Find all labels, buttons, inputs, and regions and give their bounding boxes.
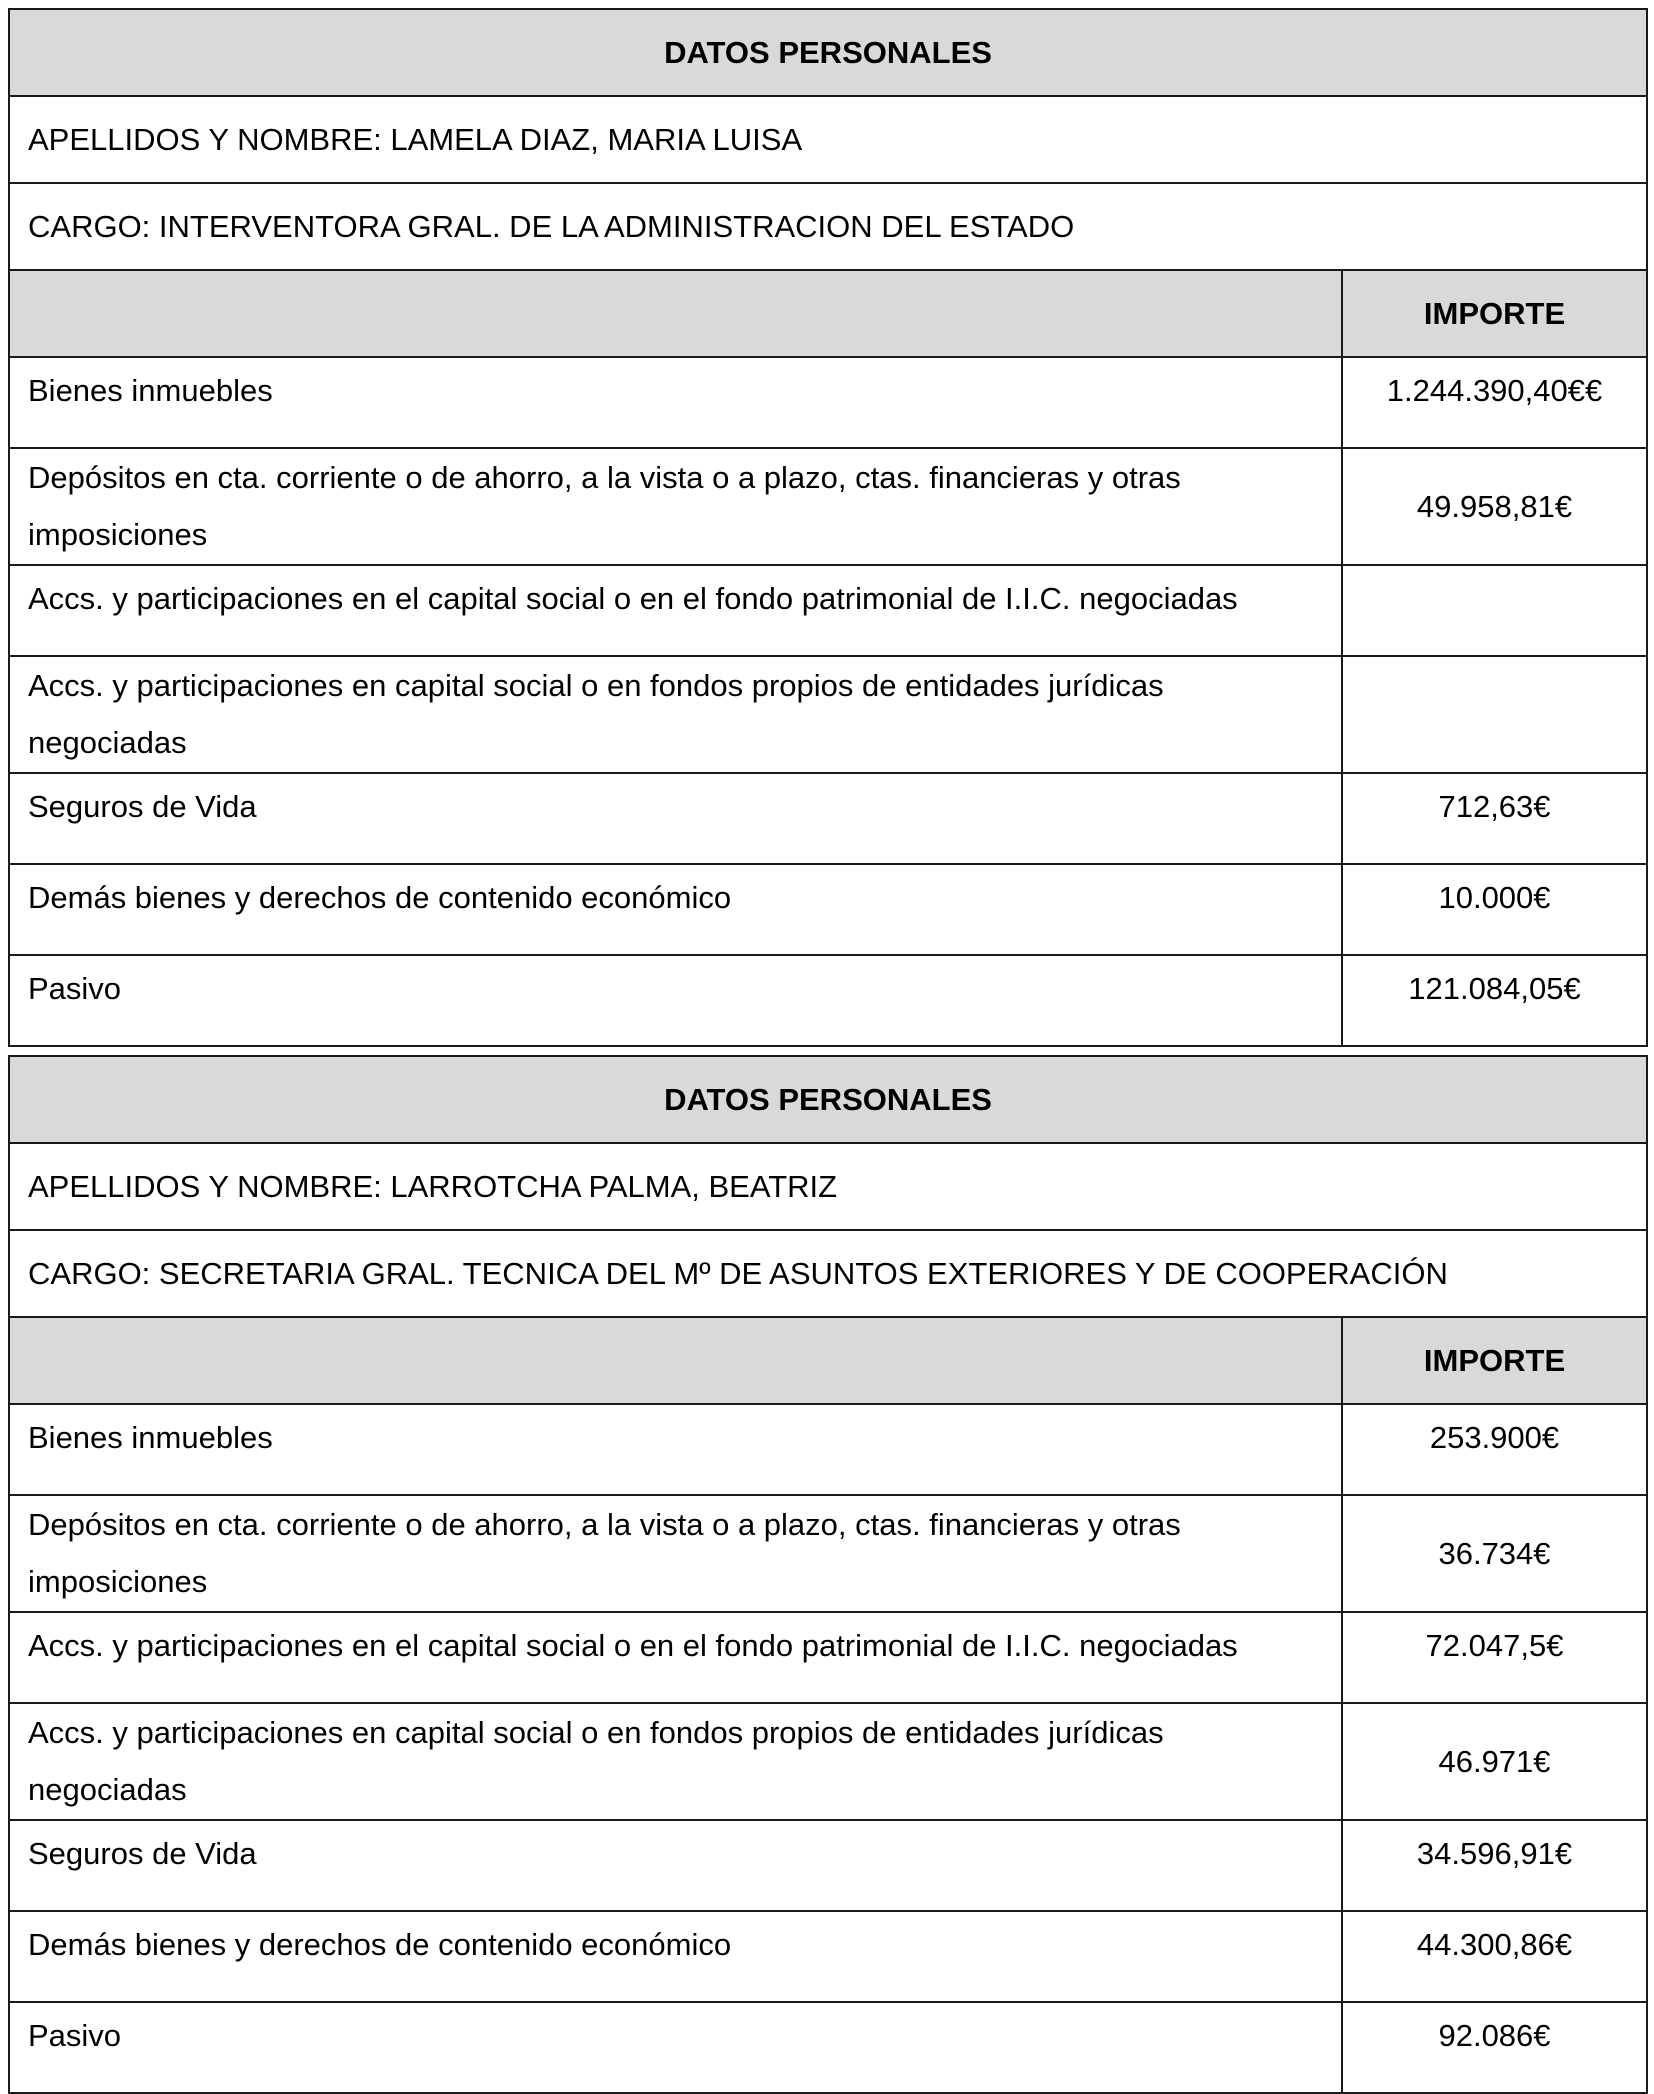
cargo-line: CARGO: INTERVENTORA GRAL. DE LA ADMINISTRACION DEL ESTADO [9, 183, 1647, 270]
blank-header-cell [9, 270, 1342, 357]
row-label: Depósitos en cta. corriente o de ahorro, a la vista o a plazo, ctas. financieras y otras imposiciones [9, 1495, 1342, 1612]
row-label: Bienes inmuebles [9, 1404, 1342, 1495]
row-amount: 34.596,91€ [1342, 1820, 1647, 1911]
row-label: Depósitos en cta. corriente o de ahorro, a la vista o a plazo, ctas. financieras y otras imposiciones [9, 448, 1342, 565]
table-row [9, 1612, 1647, 1703]
asset-declaration-table-1 [8, 8, 1648, 1047]
row-amount: 92.086€ [1342, 2002, 1647, 2093]
amount-column-header: IMPORTE [1342, 1317, 1647, 1404]
amount-column-header: IMPORTE [1342, 270, 1647, 357]
row-amount: 10.000€ [1342, 864, 1647, 955]
row-amount: 46.971€ [1342, 1703, 1647, 1820]
row-label: Bienes inmuebles [9, 357, 1342, 448]
table-row [9, 773, 1647, 864]
table-row [9, 2002, 1647, 2093]
row-amount: 1.244.390,40€€ [1342, 357, 1647, 448]
table-row [9, 565, 1647, 656]
row-label: Seguros de Vida [9, 1820, 1342, 1911]
table-row [9, 656, 1647, 773]
row-amount: 121.084,05€ [1342, 955, 1647, 1046]
row-amount: 36.734€ [1342, 1495, 1647, 1612]
name-line: APELLIDOS Y NOMBRE: LAMELA DIAZ, MARIA LUISA [9, 96, 1647, 183]
row-label: Pasivo [9, 2002, 1342, 2093]
section-header: DATOS PERSONALES [9, 1056, 1647, 1143]
table-row [9, 955, 1647, 1046]
row-label: Accs. y participaciones en capital social o en fondos propios de entidades jurídicas negociadas [9, 1703, 1342, 1820]
table-row [9, 1911, 1647, 2002]
row-label: Demás bienes y derechos de contenido económico [9, 864, 1342, 955]
table-row [9, 448, 1647, 565]
row-label: Seguros de Vida [9, 773, 1342, 864]
name-line: APELLIDOS Y NOMBRE: LARROTCHA PALMA, BEATRIZ [9, 1143, 1647, 1230]
row-label: Demás bienes y derechos de contenido económico [9, 1911, 1342, 2002]
table-row [9, 864, 1647, 955]
row-amount: 72.047,5€ [1342, 1612, 1647, 1703]
table-row [9, 1404, 1647, 1495]
row-amount [1342, 565, 1647, 656]
table-row [9, 1703, 1647, 1820]
row-label: Accs. y participaciones en el capital social o en el fondo patrimonial de I.I.C. negociadas [9, 565, 1342, 656]
row-amount: 253.900€ [1342, 1404, 1647, 1495]
table-row [9, 1495, 1647, 1612]
row-label: Pasivo [9, 955, 1342, 1046]
blank-header-cell [9, 1317, 1342, 1404]
table-row [9, 1820, 1647, 1911]
row-amount: 44.300,86€ [1342, 1911, 1647, 2002]
asset-declaration-table-2 [8, 1055, 1648, 2094]
row-label: Accs. y participaciones en el capital social o en el fondo patrimonial de I.I.C. negociadas [9, 1612, 1342, 1703]
row-label: Accs. y participaciones en capital social o en fondos propios de entidades jurídicas negociadas [9, 656, 1342, 773]
cargo-line: CARGO: SECRETARIA GRAL. TECNICA DEL Mº DE ASUNTOS EXTERIORES Y DE COOPERACIÓN [9, 1230, 1647, 1317]
row-amount: 49.958,81€ [1342, 448, 1647, 565]
section-header: DATOS PERSONALES [9, 9, 1647, 96]
row-amount: 712,63€ [1342, 773, 1647, 864]
table-row [9, 357, 1647, 448]
row-amount [1342, 656, 1647, 773]
